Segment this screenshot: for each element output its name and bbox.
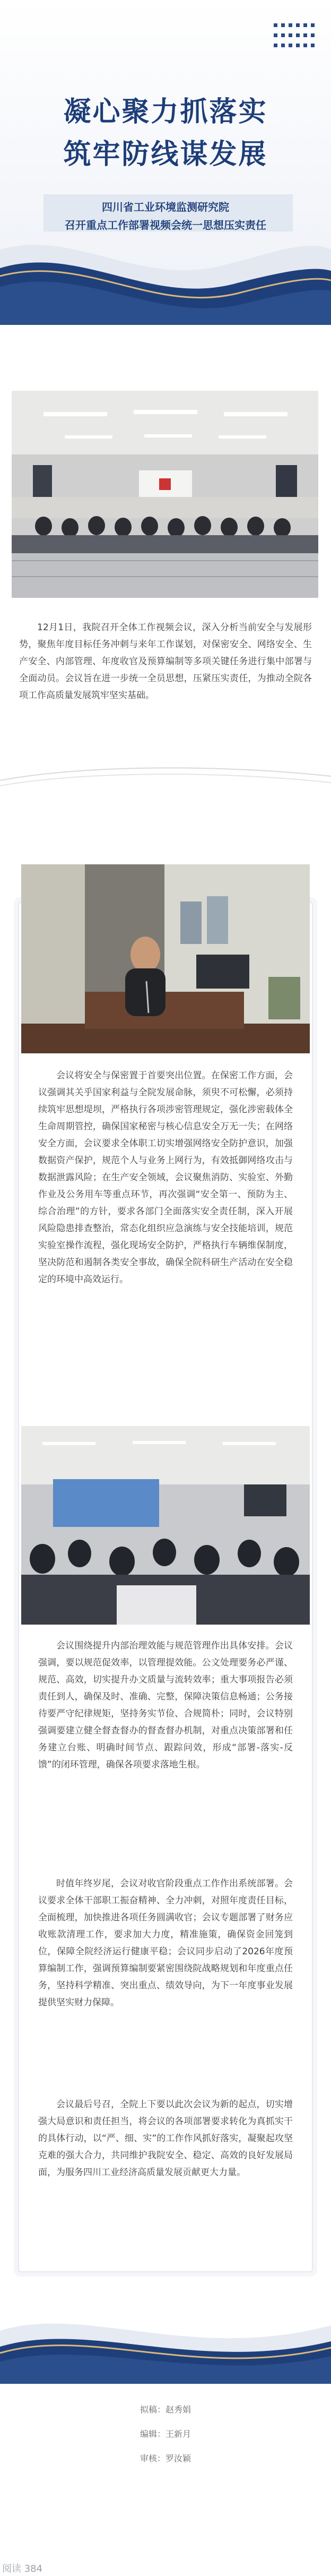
bottom-wave-decoration [0, 2294, 331, 2384]
governance-paragraph: 会议围绕提升内部治理效能与规范管理作出具体安排。会议强调，要以规范促效率，以管理提效能。公文处理要务必严谨、规范、高效，切实提升办文质量与流转效率；重大事项报告必须责任到人，确保及时、准确、完整，保障决策信息畅通；公务接待要严守纪律规矩，坚持务实节俭、合规简朴；同时，会议特别强调要建立健全督查督办的督查督办机制，对重点决策部署和任务建立台账、明确时间节点、跟踪问效，形成“部署-落实-反馈”的闭环管理，确保各项要求落地生根。 [38, 1641, 293, 1770]
meeting-hall-photo [12, 391, 318, 598]
credit-drafter: 拟稿：赵秀娟 [140, 2405, 191, 2415]
subtitle-line-1: 四川省工业环境监测研究院 [102, 201, 229, 213]
security-section-paragraph: 会议将安全与保密置于首要突出位置。在保密工作方面，会议强调其关乎国家利益与全院发展命脉，须臾不可松懈，必须持续筑牢思想堤坝，严格执行各项涉密管理规定，强化涉密载体全生命周期管控，确保国家秘密与核心信息安全万无一失；在网络安全方面，会议要求全体职工切实增强网络安全防护意识，加强数据资产保护，规范个人与业务上网行为，有效抵御网络攻击与数据泄露风险；在生产安全领域，会议聚焦消防、实验室、外勤作业及公务用车等重点环节，再次强调“安全第一、预防为主、综合治理”的方针，要求各部门全面落实安全责任制，深入开展风险隐患排查整治，常态化组织应急演练与安全技能培训，规范实验室操作流程，强化现场安全防护，严格执行车辆维保制度，坚决防范和遏制各类安全事故，确保全院科研生产活动在安全稳定的环境中高效运行。 [38, 1070, 293, 1285]
header-banner [0, 0, 331, 325]
read-count: 阅读 384 [2, 2563, 43, 2574]
closing-paragraph: 会议最后号召，全院上下要以此次会议为新的起点，切实增强大局意识和责任担当，将会议的各项部署要求转化为真抓实干的具体行动，以“严、细、实”的工作作风抓好落实，凝聚起攻坚克难的强大合力，共同维护我院安全、稳定、高效的良好发展局面，为服务四川工业经济高质量发展贡献更大力量。 [38, 2099, 293, 2178]
section-divider [0, 759, 331, 791]
dot-grid-decoration [274, 23, 318, 48]
headline-line-1: 凝心聚力抓落实 [63, 96, 268, 128]
intro-paragraph: 12月1日，我院召开全体工作视频会议，深入分析当前安全与发展形势，聚焦年度目标任务冲刺与来年工作谋划，对保密安全、网络安全、生产安全、内部管理、年度收官及预算编制等多项关键任务进行集中部署与全面动员。会议旨在进一步统一全员思想，压紧压实责任，为推动全院各项工作高质量发展筑牢坚实基础。 [19, 622, 312, 701]
subtitle-line-2: 召开重点工作部署视频会统一思想压实责任 [65, 219, 266, 231]
speaker-photo [21, 864, 310, 1053]
credit-reviewer: 审核：罗汝颖 [140, 2453, 191, 2463]
audience-photo [21, 1426, 310, 1625]
year-end-paragraph: 时值年终岁尾，会议对收官阶段重点工作作出系统部署。会议要求全体干部职工振奋精神、全力冲刺，对照年度责任目标，全面梳理，加快推进各项任务圆满收官；会议专题部署了财务应收账款清理工作，要求加大力度，精准施策，确保资金回笼到位，保障全院经济运行健康平稳；会议同步启动了2026年度预算编制工作，强调预算编制要紧密围绕院战略规划和年度重点任务，坚持科学精准、突出重点、绩效导向，为下一年度事业发展提供坚实财力保障。 [38, 1878, 293, 2008]
credit-editor: 编辑：王新月 [140, 2429, 191, 2439]
headline-line-2: 筑牢防线谋发展 [63, 138, 268, 170]
